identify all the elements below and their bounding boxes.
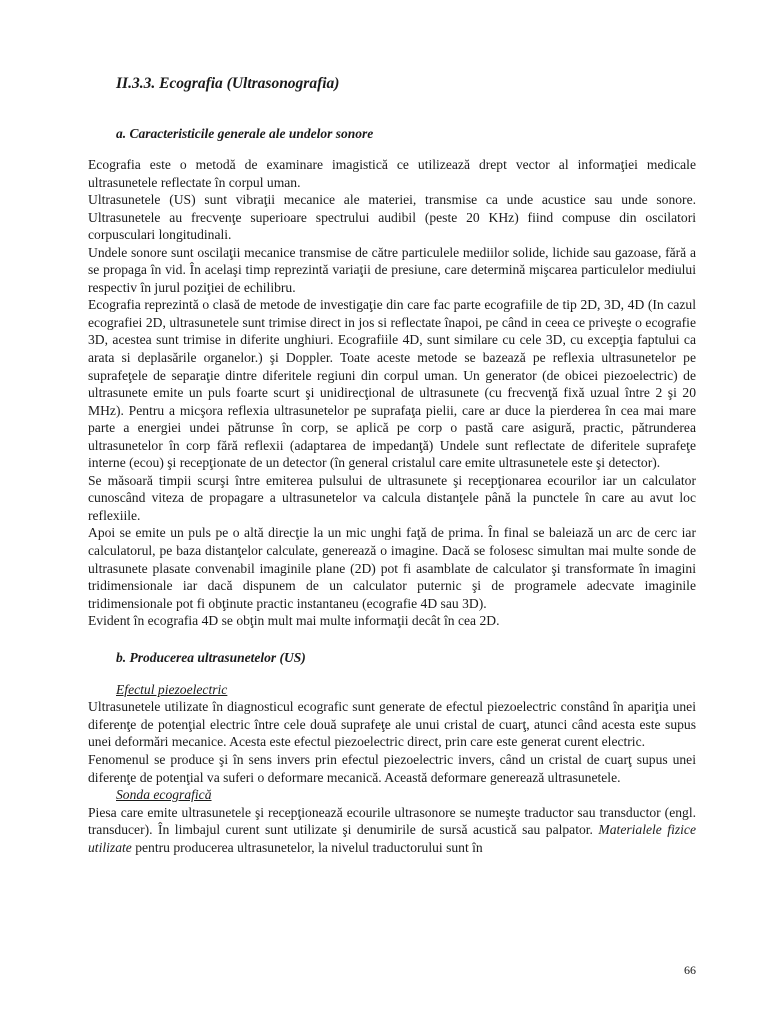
paragraph: Evident în ecografia 4D se obţin mult mai multe informaţii decât în cea 2D. bbox=[88, 613, 500, 629]
sonda-text-start: Piesa care emite ultrasunetele şi recepţionează ecourile ultrasonore se numeşte traductor sau transductor (engl. transducer). În limbajul curent sunt utilizate şi denumirile de sursă acustică sau palpator. bbox=[88, 804, 696, 838]
sonda-text-italic: Materialele fizice utilizate bbox=[88, 822, 696, 855]
paragraph-sonda bbox=[88, 804, 696, 857]
subheading-piezoelectric: Efectul piezoelectric bbox=[116, 681, 228, 697]
section-b-title: b. Producerea ultrasunetelor (US) bbox=[116, 649, 306, 665]
section-a-body bbox=[88, 156, 696, 630]
paragraph: Apoi se emite un puls pe o altă direcţie la un mic unghi faţă de prima. În final se baleiază un arc de cerc iar calculatorul, pe baza distanţelor calculate, generează o imagine. Dacă se folosesc simultan mai multe sonde de ultrasunete plasate convenabil imaginile plane (2D) pot fi asamblate de calculator şi transformate în imagini tridimensionale iar dacă dispunem de un calculator puternic şi de programele adecvate imaginile tridimensionale pot fi obţinute practic instantaneu (ecografie 4D sau 3D). bbox=[88, 525, 696, 611]
section-a-title: a. Caracteristicile generale ale undelor sonore bbox=[116, 126, 374, 141]
subheading-sonda: Sonda ecografică bbox=[116, 787, 212, 803]
section-b-body bbox=[88, 681, 696, 856]
page-number: 66 bbox=[684, 963, 696, 977]
paragraph: Ecografia este o metodă de examinare imagistică ce utilizează drept vector al informaţiei medicale ultrasunetele reflectate în corpul uman. bbox=[88, 157, 696, 190]
page-content bbox=[88, 74, 696, 856]
paragraph: Fenomenul se produce şi în sens invers prin efectul piezoelectric invers, când un cristal de cuarţ supus unei diferenţe de potenţial va suferi o deformare mecanică. Această deformare generează ultrasunetele. bbox=[88, 751, 696, 785]
paragraph: Ultrasunetele utilizate în diagnosticul ecografic sunt generate de efectul piezoelectric constând în apariţia unei diferenţe de potenţial electric între cele două suprafeţe ale unui cristal de cuarţ, atunci când acesta este supus unei deformări mecanice. Acesta este efectul piezoelectric direct, prin care este generat curent electric. bbox=[88, 699, 696, 750]
paragraph: Undele sonore sunt oscilaţii mecanice transmise de către particulele mediilor solide, lichide sau gazoase, fără a se propaga în vid. În acelaşi timp reprezintă variaţii de presiune, care determină mişcarea particulelor mediului respectiv în jurul poziţiei de echilibru. bbox=[88, 244, 696, 295]
sonda-text-end: pentru producerea ultrasunetelor, la nivelul traductorului sunt în bbox=[131, 839, 483, 855]
paragraph: Ultrasunetele (US) sunt vibraţii mecanice ale materiei, transmise ca unde acustice sau unde sonore. Ultrasunetele au frecvenţe superioare spectrului audibil (peste 20 KHz) fiind compuse din oscilatori corpusculari longitudinali. bbox=[88, 192, 696, 243]
paragraph: Ecografia reprezintă o clasă de metode de investigaţie din care fac parte ecografiile de tip 2D, 3D, 4D (In cazul ecografiei 2D, ultrasunetele sunt trimise direct in jos si reflectate înapoi, pe când in ceea ce priveşte o ecografie 3D, acestea sunt trimise in diferite unghiuri. Ecografiile 4D, sunt similare cu cele 3D, cu excepţia faptului ca arata si deplasările organelor.) şi Doppler. Toate aceste metode se bazează pe reflexia ultrasunetelor pe suprafeţele de separaţie dintre diferitele regiuni din corpul uman. Un generator (de obicei piezoelectric) de ultrasunete emite un puls foarte scurt şi unidirecţional de ultrasunete (cu frecvenţă fixă uzual între 2 şi 20 MHz). Pentru a micşora reflexia ultrasunetelor pe suprafaţa pielii, care ar duce la pierderea în cea mai mare parte a energiei undei pătrunse în corp, se aplică pe corp o pastă care asigură, practic, pătrunderea ultrasunetelor în corp fără reflexii (adaptarea de impedanţă) Undele sunt reflectate de diferitele suprafeţe interne (ecou) şi recepţionate de un detector (în general cristalul care emite ultrasunetele este şi detector). bbox=[88, 297, 696, 471]
chapter-title: II.3.3. Ecografia (Ultrasonografia) bbox=[116, 75, 340, 92]
paragraph: Se măsoară timpii scurşi între emiterea pulsului de ultrasunete şi recepţionarea ecourilor iar un calculator cunoscând viteza de propagare a ultrasunetelor va calcula distanţele până la punctele în care au avut loc reflexiile. bbox=[88, 472, 696, 523]
